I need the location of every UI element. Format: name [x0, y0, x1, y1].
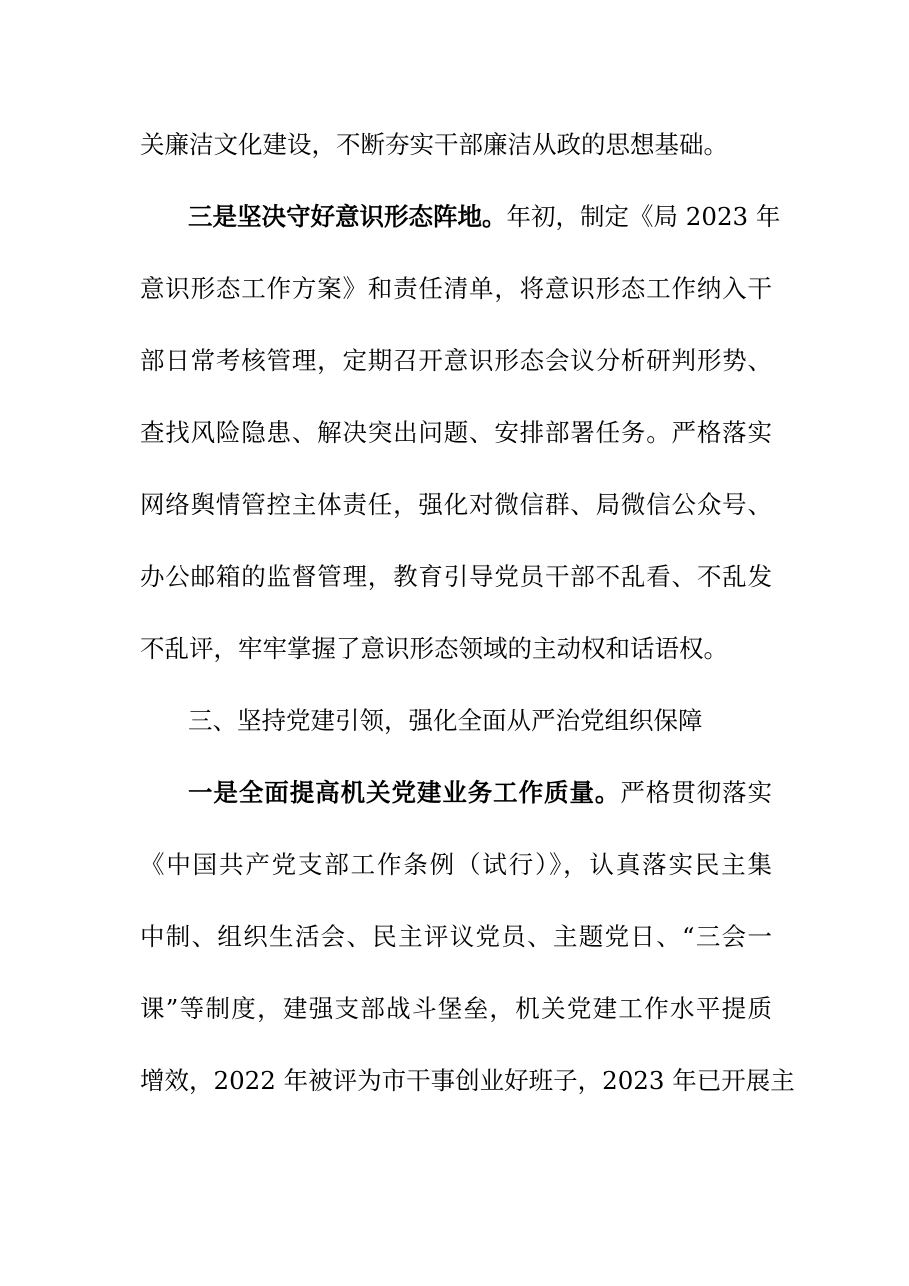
paragraph-first-line [188, 197, 781, 237]
paragraph-line: 不乱评，牢牢掌握了意识形态领域的主动权和话语权。 [140, 634, 728, 663]
paragraph-lead-bold: 三是坚决守好意识形态阵地。 [188, 202, 507, 231]
paragraph-line: 网络舆情管控主体责任，强化对微信群、局微信公众号、 [140, 490, 772, 519]
paragraph-line: 关廉洁文化建设，不断夯实干部廉洁从政的思想基础。 [140, 130, 728, 159]
paragraph-line: 《中国共产党支部工作条例（试行）》，认真落实民主集 [140, 850, 772, 879]
paragraph-line: 增效，2022 年被评为市干事创业好班子，2023 年已开展主 [140, 1066, 795, 1095]
paragraph-line: 意识形态工作方案》和责任清单，将意识形态工作纳入干 [140, 274, 772, 303]
section-heading: 三、坚持党建引领，强化全面从严治党组织保障 [188, 706, 703, 735]
paragraph-first-line [188, 773, 772, 813]
paragraph-line: 课”等制度，建强支部战斗堡垒，机关党建工作水平提质 [140, 994, 772, 1023]
paragraph-lead-rest: 年初，制定《局 2023 年 [506, 202, 781, 231]
paragraph-line: 办公邮箱的监督管理，教育引导党员干部不乱看、不乱发 [140, 562, 772, 591]
paragraph-lead-bold: 一是全面提高机关党建业务工作质量。 [188, 778, 621, 807]
paragraph-line: 部日常考核管理，定期召开意识形态会议分析研判形势、 [140, 346, 772, 375]
paragraph-line: 查找风险隐患、解决突出问题、安排部署任务。严格落实 [140, 418, 772, 447]
paragraph-lead-rest: 严格贯彻落实 [620, 778, 773, 807]
paragraph-line: 中制、组织生活会、民主评议党员、主题党日、“三会一 [140, 922, 772, 951]
